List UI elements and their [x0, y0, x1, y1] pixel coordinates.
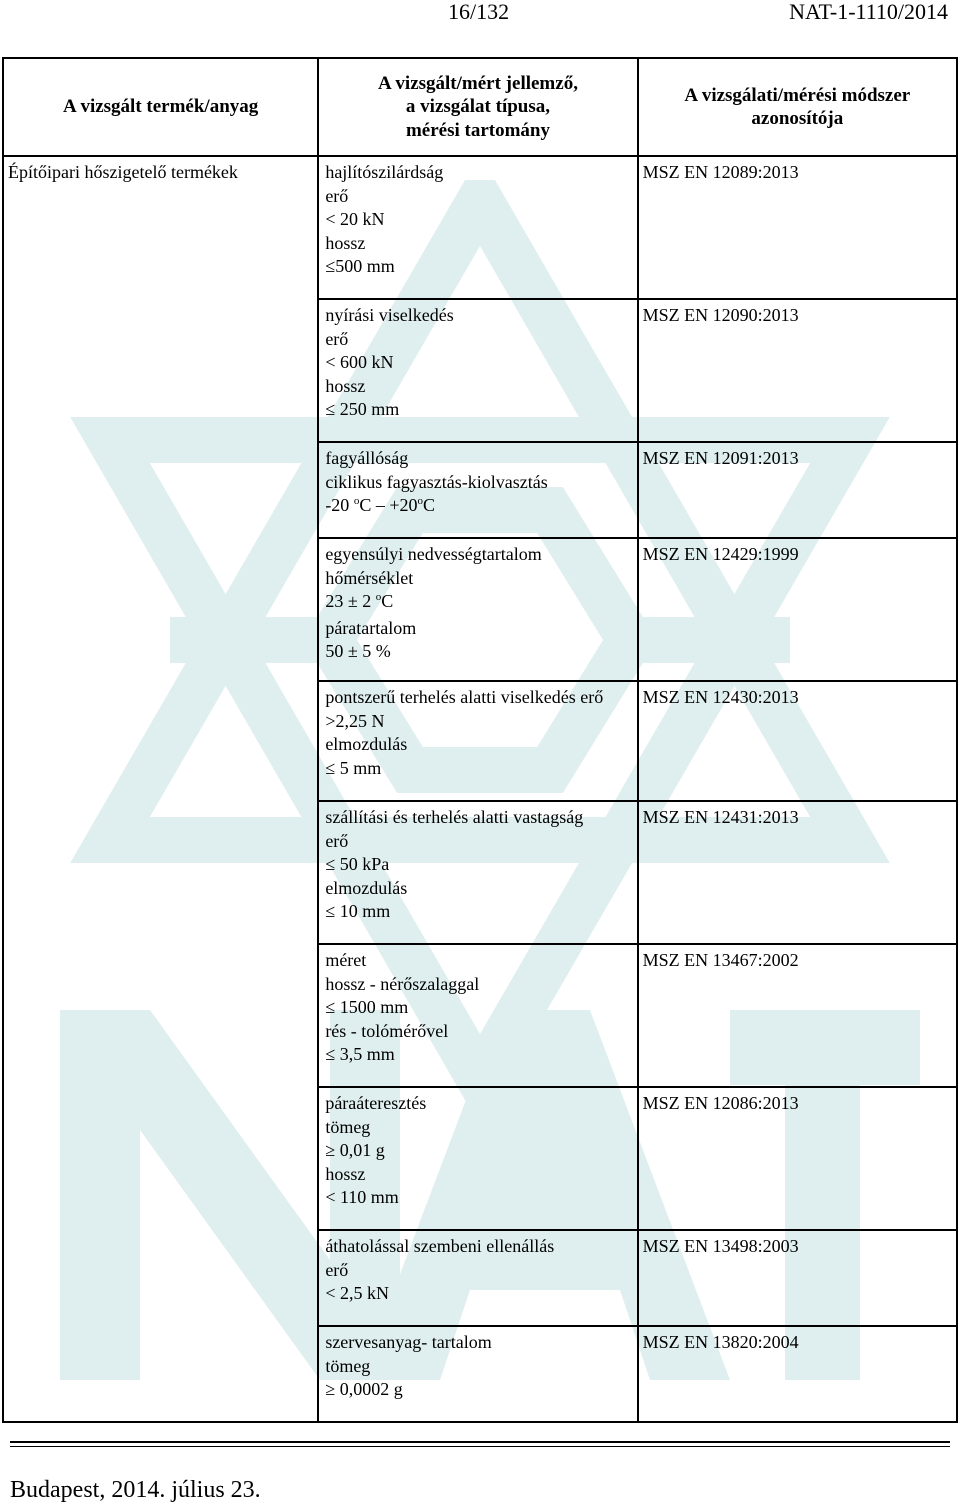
property-line: erő: [325, 830, 349, 851]
property-line: ≤ 50 kPa: [325, 854, 390, 874]
method-cell: MSZ EN 12429:1999: [638, 538, 957, 681]
property-line: < 2,5 kN: [325, 1283, 389, 1303]
method-cell: MSZ EN 12431:2013: [638, 801, 957, 944]
property-cell: [318, 1326, 637, 1422]
property-line: 23 ± 2 $^o$C: [325, 591, 394, 611]
table-header-row: [3, 58, 957, 156]
property-line: elmozdulás: [325, 734, 408, 754]
column-header-product: A vizsgált termék/anyag: [3, 58, 318, 156]
property-line: < 110 mm: [325, 1187, 399, 1207]
page-number: 16/132: [448, 0, 510, 24]
property-line: nyírási viselkedés: [325, 305, 454, 325]
property-cell: [318, 538, 637, 681]
property-line: < 20 kN: [325, 209, 385, 229]
method-cell: MSZ EN 13498:2003: [638, 1230, 957, 1326]
property-line: ≤500 mm: [325, 256, 395, 276]
property-line: 50 ± 5 %: [325, 641, 391, 661]
property-line: elmozdulás: [325, 877, 408, 898]
method-cell: MSZ EN 13820:2004: [638, 1326, 957, 1422]
property-cell: [318, 944, 637, 1087]
accreditation-table: [2, 57, 958, 1423]
property-line: -20 $^oC - +20^oC$: [325, 495, 435, 515]
property-line: hossz: [325, 375, 366, 396]
property-line: ≥ 0,01 g: [325, 1140, 385, 1160]
property-line: ≤ 1500 mm: [325, 997, 409, 1017]
property-line: ciklikus fagyasztás-kiolvasztás: [325, 471, 548, 492]
footer-rule-thin: [10, 1446, 950, 1447]
property-line: ≤ 10 mm: [325, 901, 391, 921]
footer-place-date: Budapest, 2014. július 23.: [10, 1477, 261, 1503]
property-line: ≤ 5 mm: [325, 757, 382, 778]
property-line: páratartalom: [325, 617, 417, 638]
column-header-method: A vizsgálati/mérési módszer azonosítója: [638, 58, 957, 156]
property-line: erő: [325, 185, 349, 206]
method-cell: MSZ EN 12089:2013: [638, 156, 957, 299]
method-cell: MSZ EN 12430:2013: [638, 681, 957, 801]
property-line: erő: [325, 1259, 349, 1280]
property-cell: [318, 681, 637, 801]
method-cell: MSZ EN 13467:2002: [638, 944, 957, 1087]
property-line: hossz - nérőszalaggal: [325, 973, 480, 994]
method-cell: MSZ EN 12086:2013: [638, 1087, 957, 1230]
property-line: >2,25 N: [325, 710, 385, 731]
property-line: szervesanyag- tartalom: [325, 1332, 492, 1352]
property-line: páraáteresztés: [325, 1093, 427, 1113]
property-line: erő: [325, 328, 349, 349]
property-line: hossz: [325, 232, 366, 253]
footer-rule-thick: [10, 1441, 950, 1443]
method-cell: MSZ EN 12091:2013: [638, 442, 957, 538]
property-line: tömeg: [325, 1355, 371, 1376]
property-cell: [318, 1087, 637, 1230]
property-line: hossz: [325, 1163, 366, 1184]
property-cell: [318, 442, 637, 538]
property-cell: [318, 801, 637, 944]
property-line: tömeg: [325, 1116, 371, 1137]
table-row: [3, 156, 957, 299]
property-line: ≤ 3,5 mm: [325, 1044, 395, 1064]
property-line: rés - tolómérővel: [325, 1020, 449, 1041]
column-header-property: A vizsgált/mért jellemző, a vizsgálat típusa, mérési tartomány: [318, 58, 637, 156]
property-line: egyensúlyi nedvességtartalom: [325, 544, 542, 564]
property-line: méret: [325, 950, 367, 970]
product-cell: Építőipari hőszigetelő termékek: [3, 156, 318, 1422]
property-cell: [318, 156, 637, 299]
property-line: áthatolással szembeni ellenállás: [325, 1236, 555, 1256]
property-line: ≤ 250 mm: [325, 399, 400, 419]
property-line: fagyállóság: [325, 448, 409, 468]
property-line: ≥ 0,0002 g: [325, 1379, 403, 1399]
method-cell: MSZ EN 12090:2013: [638, 299, 957, 442]
property-line: szállítási és terhelés alatti vastagság: [325, 807, 584, 827]
property-cell: [318, 299, 637, 442]
property-line: hajlítószilárdság: [325, 162, 444, 182]
property-cell: [318, 1230, 637, 1326]
document-id: NAT-1-1110/2014: [789, 0, 948, 24]
property-line: hőmérséklet: [325, 567, 414, 588]
property-line: < 600 kN: [325, 352, 394, 372]
property-line: pontszerű terhelés alatti viselkedés erő: [325, 687, 604, 707]
